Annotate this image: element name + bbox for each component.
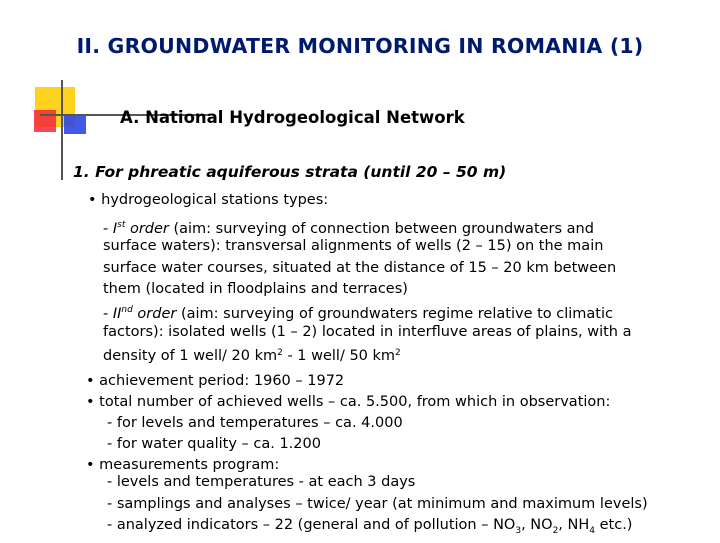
density-sup-1: 2 [277, 348, 283, 358]
indicators-text: - analyzed indicators – 22 (general and of pollution – NO [107, 517, 516, 533]
first-order-prefix: - [103, 221, 113, 237]
page-title: II. GROUNDWATER MONITORING IN ROMANIA (1) [76, 34, 644, 58]
no3-subscript: 3 [515, 526, 522, 536]
first-order-word: order [125, 221, 169, 237]
total-quality: - for water quality – ca. 1.200 [107, 436, 321, 452]
total-bullet: • total number of achieved wells – ca. 5.500, from which in observation: [86, 394, 611, 410]
section-heading: 1. For phreatic aquiferous strata (until 20 – 50 m) [73, 163, 507, 181]
indicators-end: etc.) [595, 517, 633, 533]
second-order-line-3 [103, 343, 401, 368]
section-subtitle: A. National Hydrogeological Network [120, 108, 465, 127]
density-sup-2: 2 [395, 348, 401, 358]
program-indicators [107, 515, 632, 543]
no2-subscript: 2 [552, 526, 559, 536]
period-bullet: • achievement period: 1960 – 1972 [86, 373, 345, 389]
program-samplings: - samplings and analyses – twice/ year (at minimum and maximum levels) [107, 496, 648, 512]
density-b: - 1 well/ 50 km [282, 348, 396, 364]
first-order-rest: (aim: surveying of connection between groundwaters and [168, 221, 594, 237]
first-order-line-3: surface water courses, situated at the distance of 15 – 20 km between [103, 260, 617, 276]
decor-blue-square [64, 114, 86, 134]
indicators-sep-1: , NO [521, 517, 553, 533]
first-order-line-4: them (located in floodplains and terraces) [103, 281, 408, 297]
density-a: density of 1 well/ 20 km [103, 348, 278, 364]
decor-vertical-line [61, 80, 63, 180]
first-order-line-2: surface waters): transversal alignments of wells (2 – 15) on the main [103, 238, 604, 254]
nh4-subscript: 4 [589, 526, 595, 536]
program-levels: - levels and temperatures - at each 3 days [107, 474, 416, 490]
program-bullet: • measurements program: [86, 457, 280, 473]
indicators-sep-2: , NH [558, 517, 590, 533]
second-order-ordinal: nd [121, 305, 133, 315]
second-order-word: order [132, 306, 177, 322]
stations-bullet: • hydrogeological stations types: [88, 192, 329, 208]
first-order-ordinal: st [117, 220, 126, 230]
second-order-prefix: - [103, 306, 113, 322]
total-levels: - for levels and temperatures – ca. 4.000 [107, 415, 403, 431]
first-order-roman: I [112, 221, 118, 237]
second-order-rest: (aim: surveying of groundwaters regime relative to climatic [176, 306, 613, 322]
second-order-roman: II [112, 306, 122, 322]
second-order-line-2: factors): isolated wells (1 – 2) located in interfluve areas of plains, with a [103, 324, 632, 340]
